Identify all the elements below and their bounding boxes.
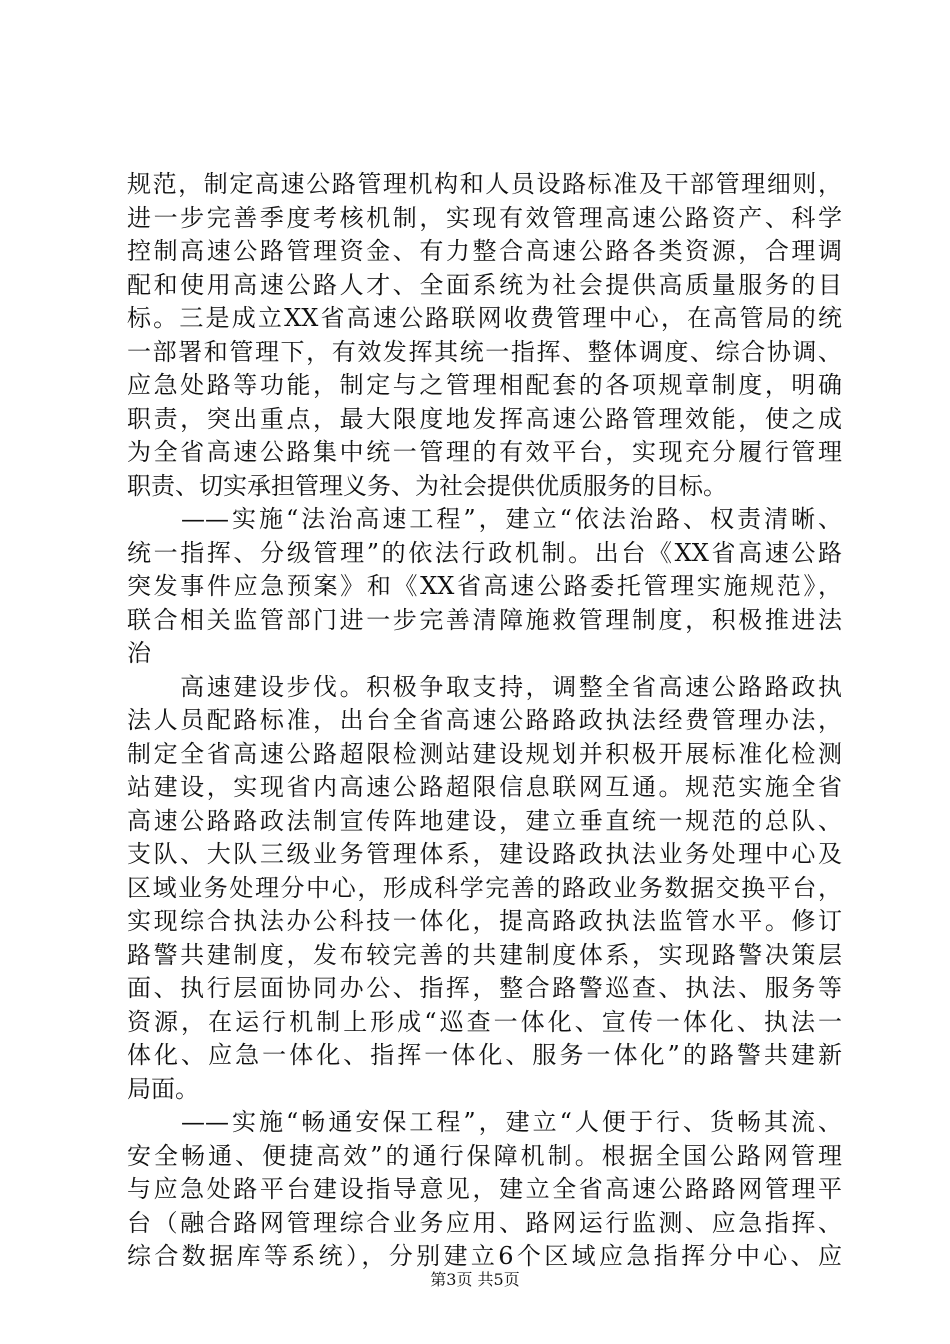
text-line: ——实施“畅通安保工程”，建立“人便于行、货畅其流、 (127, 1108, 842, 1136)
text-line: 实现综合执法办公科技一体化，提高路政执法监管水平。修订 (127, 907, 842, 935)
text-line: 一部署和管理下，有效发挥其统一指挥、整体调度、综合协调、 (127, 337, 842, 366)
text-line: 法人员配路标准，出台全省高速公路路政执法经费管理办法， (127, 706, 842, 734)
text-line: 面、执行层面协同办公、指挥，整合路警巡查、执法、服务等 (127, 974, 842, 1002)
text-line: 应急处路等功能，制定与之管理相配套的各项规章制度，明确 (127, 371, 842, 399)
text-line: 局面。 (127, 1074, 199, 1103)
text-line: 为全省高速公路集中统一管理的有效平台，实现充分履行管理 (127, 438, 842, 466)
text-line: 统一指挥、分级管理”的依法行政机制。出台《XX省高速公路 (127, 538, 842, 567)
text-line: 安全畅通、便捷高效”的通行保障机制。根据全国公路网管理 (127, 1141, 842, 1170)
text-line: 职责、切实承担管理义务、为社会提供优质服务的目标。 (127, 471, 727, 500)
text-line: 资源，在运行机制上形成“巡查一体化、宣传一体化、执法一 (127, 1007, 842, 1036)
text-line: 标。三是成立XX省高速公路联网收费管理中心，在高管局的统 (127, 304, 842, 332)
text-line: 路警共建制度，发布较完善的共建制度体系，实现路警决策层 (127, 940, 842, 969)
text-line: 站建设，实现省内高速公路超限信息联网互通。规范实施全省 (127, 773, 842, 801)
text-line: 职责，突出重点，最大限度地发挥高速公路管理效能，使之成 (127, 404, 842, 433)
page-footer: 第3页 共5页 (430, 1270, 520, 1289)
text-line: ——实施“法治高速工程”，建立“依法治路、权责清晰、 (127, 505, 842, 533)
text-line: 体化、应急一体化、指挥一体化、服务一体化”的路警共建新 (127, 1041, 842, 1069)
text-line: 制定全省高速公路超限检测站建设规划并积极开展标准化检测 (127, 739, 842, 768)
text-line: 支队、大队三级业务管理体系，建设路政执法业务处理中心及 (127, 840, 842, 868)
text-line: 突发事件应急预案》和《XX省高速公路委托管理实施规范》， (127, 572, 842, 600)
text-line: 高速公路路政法制宣传阵地建设，建立垂直统一规范的总队、 (127, 806, 842, 835)
text-line: 综合数据库等系统），分别建立6个区域应急指挥分中心、应 (127, 1242, 842, 1270)
text-line: 控制高速公路管理资金、有力整合高速公路各类资源，合理调 (127, 237, 842, 265)
text-line: 与应急处路平台建设指导意见，建立全省高速公路路网管理平 (127, 1175, 842, 1203)
text-line: 区域业务处理分中心，形成科学完善的路政业务数据交换平台， (127, 873, 842, 902)
text-line: 规范，制定高速公路管理机构和人员设路标准及干部管理细则， (127, 170, 842, 198)
body-text (127, 168, 842, 1274)
text-line: 台（融合路网管理综合业务应用、路网运行监测、应急指挥、 (127, 1208, 842, 1237)
text-line: 联合相关监管部门进一步完善清障施救管理制度，积极推进法 (127, 605, 842, 634)
text-line: 进一步完善季度考核机制，实现有效管理高速公路资产、科学 (127, 203, 842, 232)
text-line: 治 (127, 639, 151, 667)
text-line: 配和使用高速公路人才、全面系统为社会提供高质量服务的目 (127, 270, 842, 299)
text-line: 高速建设步伐。积极争取支持，调整全省高速公路路政执 (127, 672, 842, 701)
